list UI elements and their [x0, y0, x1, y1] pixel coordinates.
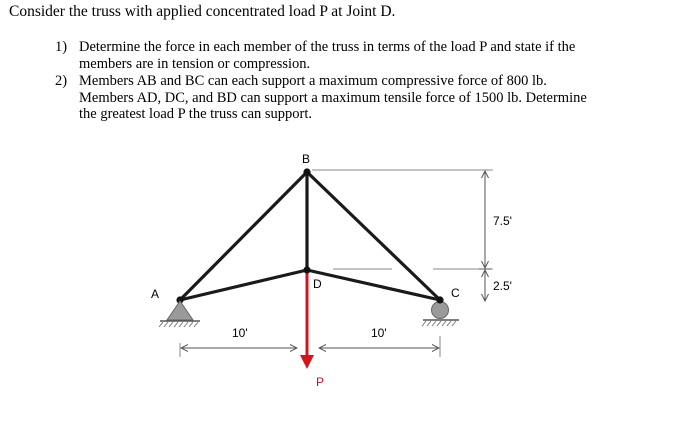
member-ad	[180, 270, 307, 300]
question-2-number: 2)	[55, 73, 68, 89]
roller-support-c	[422, 296, 459, 326]
label-dim-right: 10'	[371, 326, 387, 340]
question-2-line-3: the greatest load P the truss can support.	[79, 106, 313, 122]
question-2-line-1: Members AB and BC can each support a maximum compressive force of 800 lb.	[79, 73, 547, 89]
label-load-p: P	[316, 375, 325, 389]
joint-d	[303, 266, 310, 273]
load-arrow	[300, 272, 314, 369]
member-ab	[180, 172, 307, 300]
member-bc	[307, 172, 440, 300]
question-1-line-2: members are in tension or compression.	[79, 55, 311, 72]
label-joint-a: A	[151, 287, 160, 301]
label-dim-vertical-top: 7.5'	[493, 214, 512, 228]
member-dc	[307, 270, 440, 300]
question-1-number: 1)	[55, 39, 68, 55]
question-1-line-1: Determine the force in each member of the truss in terms of the load P and state if the	[79, 39, 576, 55]
label-dim-left: 10'	[232, 326, 248, 340]
joint-b	[303, 168, 310, 175]
label-joint-d: D	[313, 277, 322, 291]
question-2-line-2: Members AD, DC, and BD can support a maximum tensile force of 1500 lb. Determine	[79, 89, 587, 106]
pin-support-a	[159, 301, 200, 327]
label-joint-c: C	[451, 286, 460, 300]
problem-intro: Consider the truss with applied concentrated load P at Joint D.	[9, 3, 396, 20]
label-joint-b: B	[302, 152, 311, 166]
label-dim-vertical-bottom: 2.5'	[493, 279, 512, 293]
